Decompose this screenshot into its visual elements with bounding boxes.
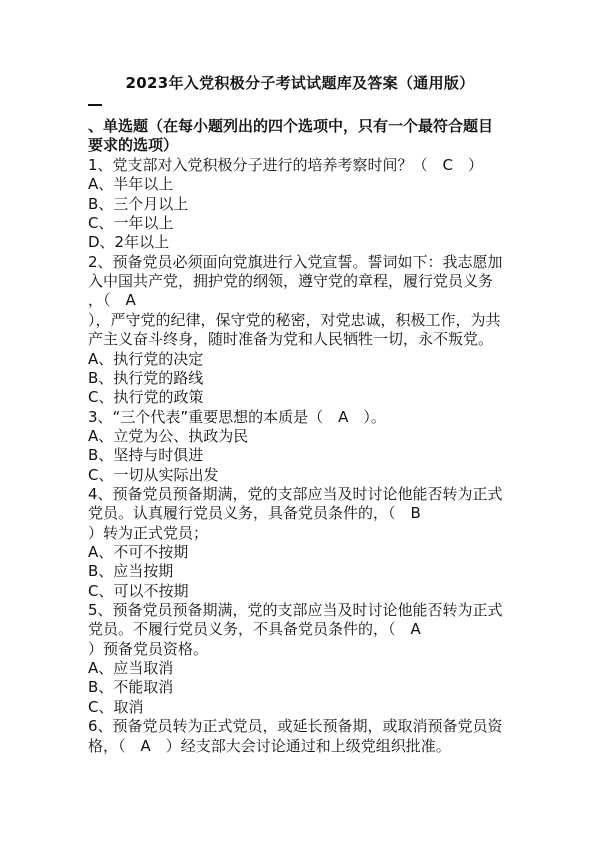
answer-option: A、半年以上 <box>88 175 174 194</box>
answer-option: B、坚持与时俱进 <box>88 446 204 465</box>
question-text-line: 6、预备党员转为正式党员，或延长预备期，或取消预备党员资 <box>88 717 503 736</box>
answer-option: D、2年以上 <box>88 233 170 252</box>
answer-option: C、取消 <box>88 697 144 716</box>
section-number-dash <box>88 104 102 106</box>
answer-option: A、应当取消 <box>88 659 174 678</box>
answer-option: B、三个月以上 <box>88 194 189 213</box>
answer-option: C、可以不按期 <box>88 581 189 600</box>
question-text-line: ）预备党员资格。 <box>88 639 209 658</box>
answer-option: B、执行党的路线 <box>88 368 204 387</box>
question-text-line: 入中国共产党，拥护党的纲领，遵守党的章程，履行党员义务 <box>88 272 494 291</box>
question-text-line: 3、“三个代表”重要思想的本质是（ A ）。 <box>88 407 386 426</box>
question-text-line: 5、预备党员预备期满，党的支部应当及时讨论他能否转为正式 <box>88 601 503 620</box>
question-text-line: 产主义奋斗终身，随时准备为党和人民牺牲一切，永不叛党。 <box>88 330 494 349</box>
section-heading-line-1: 、单选题（在每小题列出的四个选项中，只有一个最符合题目 <box>88 117 494 135</box>
question-text-line: 1、党支部对入党积极分子进行的培养考察时间？（ C ） <box>88 156 484 174</box>
question-text-line: ，（ A <box>88 291 136 310</box>
answer-option: B、应当按期 <box>88 562 174 581</box>
answer-option: B、不能取消 <box>88 678 174 697</box>
document-title: 2023年入党积极分子考试试题库及答案（通用版） <box>125 74 475 92</box>
answer-option: C、执行党的政策 <box>88 388 204 407</box>
answer-option: A、立党为公、执政为民 <box>88 426 249 445</box>
question-text-line: 党员。认真履行党员义务，具备党员条件的，（ B <box>88 504 421 523</box>
question-text-line: 4、预备党员预备期满，党的支部应当及时讨论他能否转为正式 <box>88 484 503 503</box>
answer-option: C、一年以上 <box>88 214 174 233</box>
question-text-line: 2、预备党员必须面向党旗进行入党宣誓。誓词如下：我志愿加 <box>88 252 503 271</box>
answer-option: C、一切从实际出发 <box>88 465 219 484</box>
section-heading-line-2: 要求的选项） <box>88 136 179 154</box>
question-text-line: ）转为正式党员； <box>88 523 209 542</box>
question-text-line: 格，（ A ）经支部大会讨论通过和上级党组织批准。 <box>88 736 451 755</box>
question-text-line: 党员。不履行党员义务，不具备党员条件的，（ A <box>88 620 421 639</box>
question-text-line: ），严守党的纪律，保守党的秘密，对党忠诚，积极工作，为共 <box>88 310 501 329</box>
answer-option: A、执行党的决定 <box>88 349 204 368</box>
answer-option: A、不可不按期 <box>88 543 189 561</box>
